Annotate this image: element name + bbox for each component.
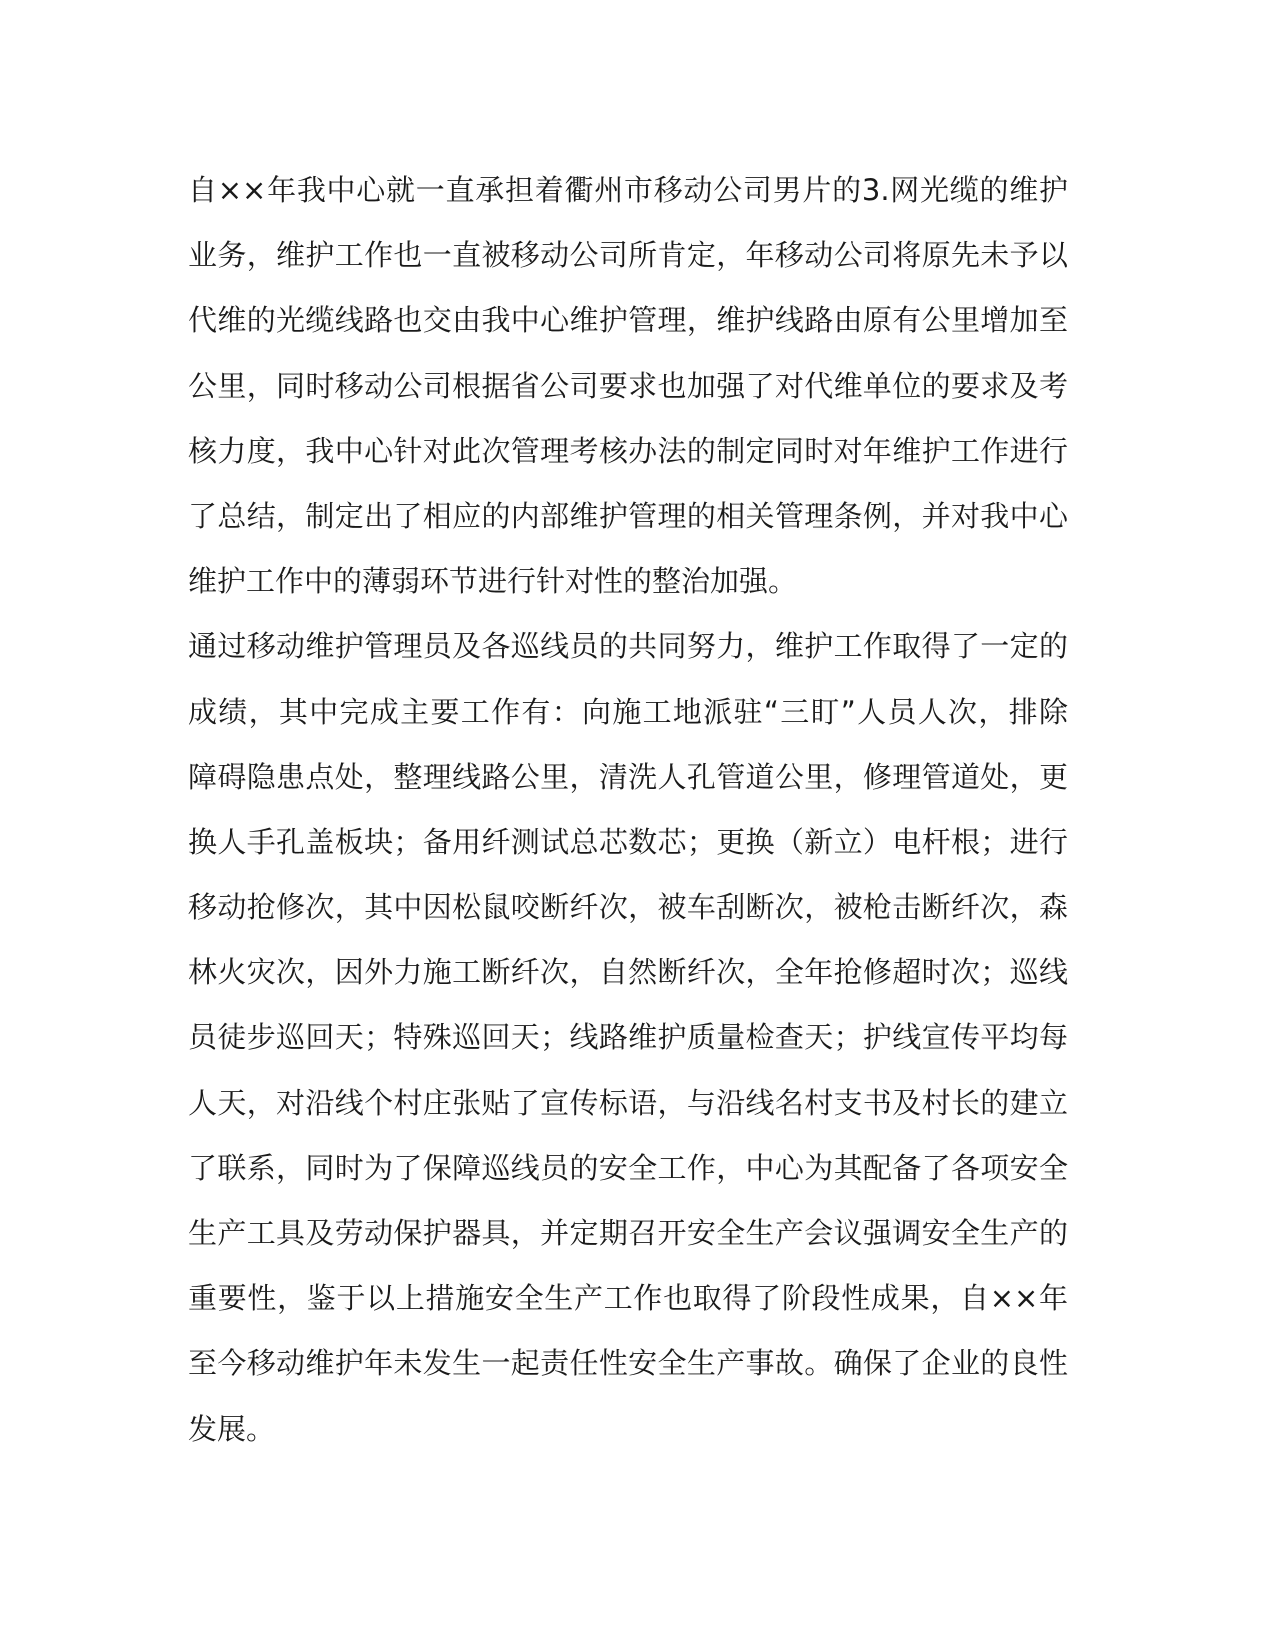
- paragraph-1: [188, 158, 1068, 614]
- paragraph-2-line-1: 通过移动维护管理员及各巡线员的共同努力，维护工作取得了一定的: [188, 629, 1068, 664]
- paragraph-2-line-6: 林火灾次，因外力施工断纤次，自然断纤次，全年抢修超时次；巡线: [188, 955, 1068, 990]
- paragraph-2-line-2: 成绩，其中完成主要工作有：向施工地派驻“三盯”人员人次，排除: [188, 694, 1068, 729]
- paragraph-2-line-8: 人天，对沿线个村庄张贴了宣传标语，与沿线名村支书及村长的建立: [188, 1085, 1068, 1120]
- paragraph-2: [188, 614, 1068, 1461]
- paragraph-2-line-11: 重要性，鉴于以上措施安全生产工作也取得了阶段性成果，自××年: [188, 1281, 1068, 1316]
- paragraph-2-line-3: 障碍隐患点处，整理线路公里，清洗人孔管道公里，修理管道处，更: [188, 759, 1068, 794]
- paragraph-2-line-4: 换人手孔盖板块；备用纤测试总芯数芯；更换（新立）电杆根；进行: [188, 824, 1068, 859]
- paragraph-1-line-1: 自××年我中心就一直承担着衢州市移动公司男片的3.网光缆的维护: [188, 173, 1068, 207]
- paragraph-1-line-4: 公里，同时移动公司根据省公司要求也加强了对代维单位的要求及考: [188, 368, 1068, 403]
- paragraph-1-line-7: 维护工作中的薄弱环节进行针对性的整治加强。: [188, 564, 798, 599]
- paragraph-1-line-6: 了总结，制定出了相应的内部维护管理的相关管理条例，并对我中心: [188, 498, 1068, 533]
- paragraph-2-line-5: 移动抢修次，其中因松鼠咬断纤次，被车刮断次，被枪击断纤次，森: [188, 890, 1068, 925]
- paragraph-2-line-12: 至今移动维护年未发生一起责任性安全生产事故。确保了企业的良性: [188, 1346, 1068, 1381]
- paragraph-1-line-2: 业务，维护工作也一直被移动公司所肯定，年移动公司将原先未予以: [188, 238, 1068, 273]
- paragraph-2-line-13: 发展。: [188, 1411, 276, 1446]
- paragraph-1-line-5: 核力度，我中心针对此次管理考核办法的制定同时对年维护工作进行: [188, 433, 1068, 468]
- paragraph-2-line-7: 员徒步巡回天；特殊巡回天；线路维护质量检查天；护线宣传平均每: [188, 1020, 1068, 1055]
- paragraph-2-line-9: 了联系，同时为了保障巡线员的安全工作，中心为其配备了各项安全: [188, 1150, 1068, 1185]
- paragraph-1-line-3: 代维的光缆线路也交由我中心维护管理，维护线路由原有公里增加至: [188, 303, 1068, 338]
- document-body: [188, 158, 1068, 1462]
- paragraph-2-line-10: 生产工具及劳动保护器具，并定期召开安全生产会议强调安全生产的: [188, 1216, 1068, 1250]
